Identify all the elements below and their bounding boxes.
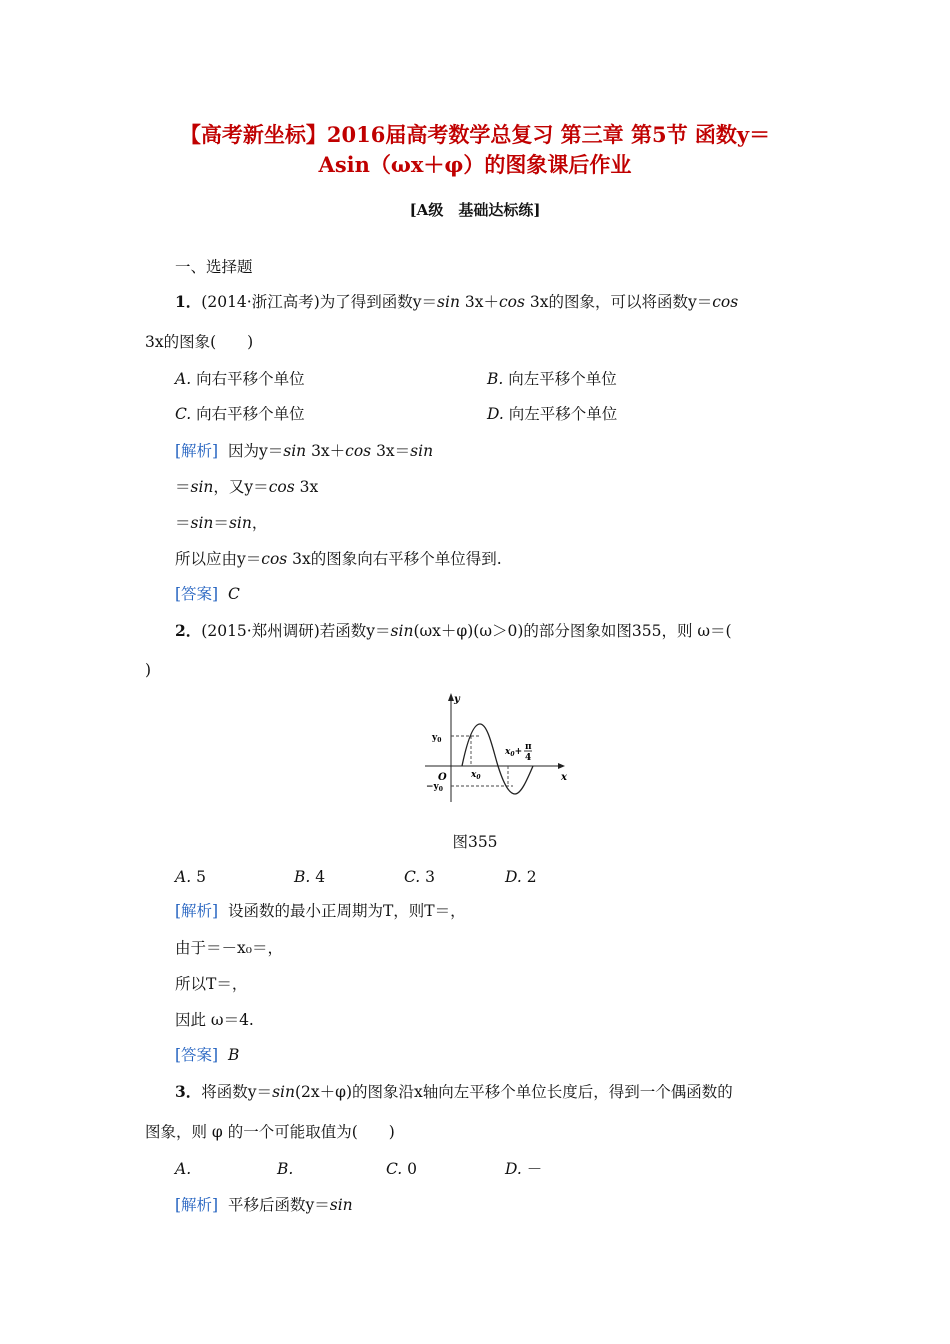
- q2-option-c: [404, 866, 435, 888]
- q3-option-c: [386, 1158, 417, 1180]
- analysis-text: ＝: [175, 478, 191, 496]
- analysis-text: ＝: [175, 514, 191, 532]
- q3-sin: sin: [272, 1083, 295, 1101]
- q3-stem-line-1: [175, 1081, 733, 1103]
- q2-analysis-line-2: 由于＝－x₀＝，: [175, 939, 283, 957]
- analysis-text: 设函数的最小正周期为T，则T＝，: [227, 902, 466, 920]
- q2-text: (2015·郑州调研)若函数y＝: [201, 622, 391, 640]
- analysis-tag: [解析]: [175, 442, 219, 460]
- analysis-text: ＝: [213, 514, 229, 532]
- figure-caption: 图355: [452, 833, 498, 851]
- analysis-tag: [解析]: [175, 902, 219, 920]
- q2-analysis-line-1: [175, 900, 466, 922]
- q2-stem-line-1: [175, 620, 732, 642]
- pi-numerator: π: [525, 742, 532, 752]
- analysis-tag: [解析]: [175, 1196, 219, 1214]
- q2-analysis-line-3: 所以T＝，: [175, 975, 248, 993]
- q1-cos: cos: [712, 293, 739, 311]
- analysis-text: 平移后函数y＝: [227, 1196, 330, 1214]
- q2-option-d: [505, 866, 537, 888]
- analysis-text: 3x＝: [371, 442, 411, 460]
- y-axis-label: y: [454, 694, 460, 705]
- origin-label: O: [438, 772, 447, 783]
- four-denominator: 4: [525, 753, 532, 763]
- q3-option-b: [277, 1158, 298, 1180]
- option-text: 向左平移个单位: [508, 370, 617, 388]
- q1-analysis-line-3: [175, 512, 267, 534]
- q2-text: (ωx＋φ)(ω＞0)的部分图象如图355，则 ω＝(: [413, 622, 732, 640]
- q1-text: 3x的图象，可以将函数y＝: [524, 293, 713, 311]
- option-letter: A.: [175, 868, 192, 886]
- sine-graph-figure: [415, 690, 570, 805]
- x-axis-arrow-icon: [558, 763, 565, 769]
- option-letter: B.: [487, 370, 504, 388]
- option-text: 3: [425, 868, 436, 886]
- analysis-text: ，又y＝: [213, 478, 269, 496]
- option-text: 5: [196, 868, 206, 886]
- q3-option-a: [175, 1158, 196, 1180]
- x0-pi-label-sub: 0: [510, 751, 515, 758]
- q2-answer: [175, 1044, 239, 1066]
- q1-analysis-line-1: [175, 440, 433, 462]
- option-letter: C.: [175, 405, 192, 423]
- q1-option-a: [175, 368, 305, 390]
- y0-label: [431, 733, 441, 744]
- option-letter: D.: [505, 868, 522, 886]
- analysis-cos: cos: [268, 478, 295, 496]
- option-letter: A.: [175, 370, 192, 388]
- analysis-text: 3x的图象向右平移个单位得到.: [287, 550, 502, 568]
- option-text: 0: [407, 1160, 418, 1178]
- q3-analysis-line-1: [175, 1194, 353, 1216]
- analysis-text: 所以应由y＝: [175, 550, 262, 568]
- q1-text: 3x＋: [459, 293, 499, 311]
- option-text: 向右平移个单位: [196, 405, 305, 423]
- level-heading: [A级 基础达标练]: [409, 201, 541, 219]
- option-letter: D.: [505, 1160, 522, 1178]
- analysis-text: 因为y＝: [227, 442, 284, 460]
- q1-analysis-line-4: [175, 548, 502, 570]
- q1-analysis-line-2: [175, 476, 318, 498]
- q2-analysis-line-4: 因此 ω＝4.: [175, 1011, 254, 1029]
- analysis-sin: sin: [190, 514, 214, 532]
- answer-value: C: [227, 585, 240, 603]
- sine-curve: [462, 724, 533, 794]
- analysis-cos: cos: [261, 550, 288, 568]
- q3-number: 3．: [175, 1082, 202, 1101]
- analysis-sin: sin: [329, 1196, 353, 1214]
- option-letter: B.: [277, 1160, 294, 1178]
- analysis-cos: cos: [345, 442, 372, 460]
- q1-cos: cos: [498, 293, 525, 311]
- x-axis-label: x: [561, 772, 567, 783]
- x0-pi-label-plus: +: [514, 747, 523, 757]
- x0-label-text: x: [471, 770, 477, 780]
- x0-pi-label-text: x: [505, 747, 511, 757]
- option-letter: C.: [386, 1160, 403, 1178]
- y0-label-sub: 0: [437, 737, 442, 744]
- q1-stem-line-1: [175, 291, 738, 313]
- neg-y0-label: [426, 782, 443, 793]
- neg-y0-label-text: −y: [426, 782, 439, 792]
- analysis-text: 3x: [294, 478, 319, 496]
- neg-y0-label-sub: 0: [438, 786, 443, 793]
- q3-option-d: [505, 1158, 542, 1180]
- option-text: 2: [526, 868, 537, 886]
- q1-number: 1．: [175, 292, 202, 311]
- answer-tag: [答案]: [175, 1046, 219, 1064]
- option-text: 向右平移个单位: [196, 370, 305, 388]
- q2-option-a: [175, 866, 206, 888]
- title-line-1: 【高考新坐标】2016届高考数学总复习 第三章 第5节 函数y＝: [179, 122, 771, 147]
- y0-label-text: y: [432, 733, 438, 743]
- answer-value: B: [227, 1046, 240, 1064]
- q2-number: 2．: [175, 621, 202, 640]
- q3-text: 将函数y＝: [201, 1083, 273, 1101]
- option-text: 向左平移个单位: [508, 405, 618, 423]
- option-letter: B.: [294, 868, 311, 886]
- section-heading: 一、选择题: [175, 258, 253, 276]
- option-letter: A.: [175, 1160, 192, 1178]
- q2-stem-line-2: ): [145, 661, 152, 679]
- q3-text: (2x＋φ)的图象沿x轴向左平移个单位长度后，得到一个偶函数的: [294, 1083, 733, 1101]
- analysis-sin: sin: [283, 442, 307, 460]
- x0-label: [470, 770, 481, 781]
- q2-sin: sin: [390, 622, 414, 640]
- q1-stem-line-2: 3x的图象( ): [145, 333, 254, 351]
- answer-tag: [答案]: [175, 585, 219, 603]
- q3-stem-line-2: 图象，则 φ 的一个可能取值为( ): [145, 1123, 395, 1141]
- q1-answer: [175, 583, 240, 605]
- x0-pi-label: [504, 747, 522, 758]
- option-letter: D.: [487, 405, 504, 423]
- option-text: 4: [315, 868, 326, 886]
- analysis-sin: sin: [228, 514, 252, 532]
- option-letter: C.: [404, 868, 421, 886]
- q2-option-b: [294, 866, 325, 888]
- q1-option-b: [487, 368, 617, 390]
- option-text: －: [526, 1160, 543, 1178]
- analysis-sin: sin: [410, 442, 434, 460]
- q1-sin: sin: [437, 293, 460, 311]
- analysis-text: ，: [251, 514, 268, 532]
- title-line-2: Asin（ωx＋φ）的图象课后作业: [318, 152, 632, 177]
- analysis-sin: sin: [190, 478, 214, 496]
- q1-option-d: [487, 403, 617, 425]
- analysis-text: 3x＋: [306, 442, 346, 460]
- q1-option-c: [175, 403, 305, 425]
- q1-text: (2014·浙江高考)为了得到函数y＝: [201, 293, 438, 311]
- x0-label-sub: 0: [476, 774, 481, 781]
